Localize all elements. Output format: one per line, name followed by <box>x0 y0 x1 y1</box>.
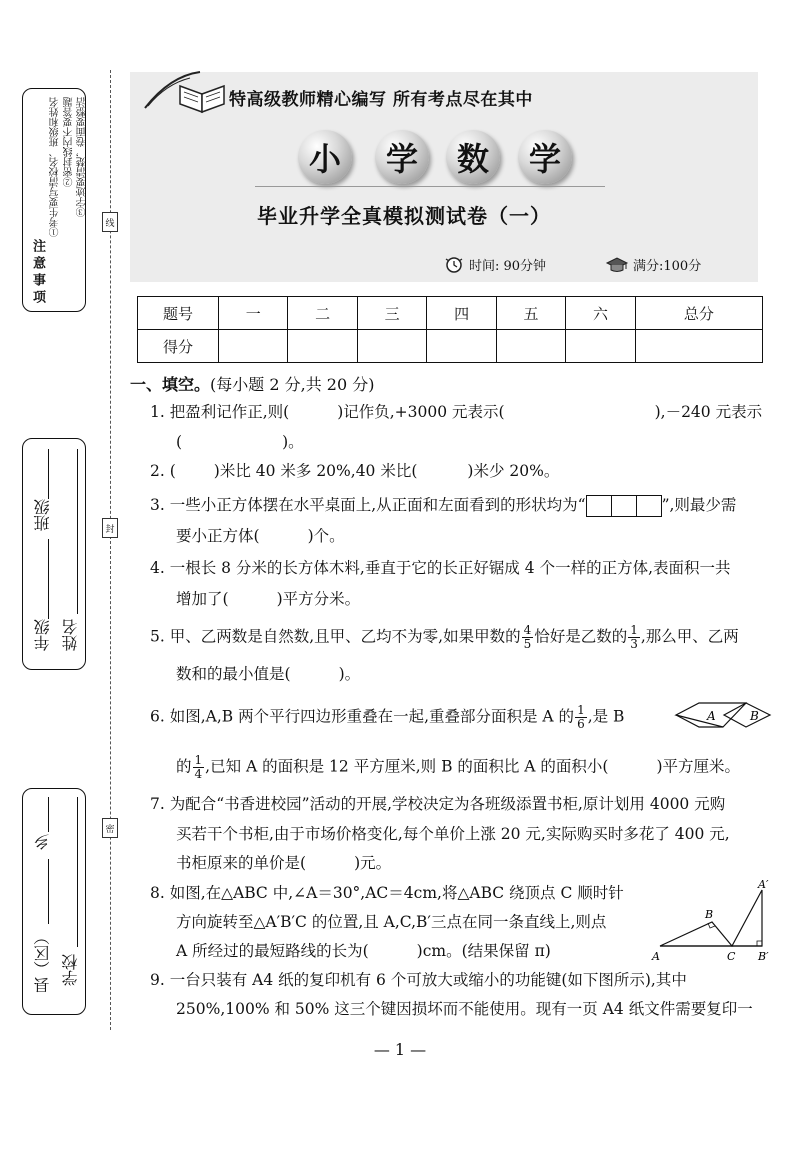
question-6-cont <box>176 754 740 781</box>
figure-label-b: B <box>705 908 714 921</box>
score-info <box>605 255 701 274</box>
q-text: 恰好是乙数的 <box>534 627 628 646</box>
question-1-cont <box>176 432 304 452</box>
page-number: — 1 — <box>373 1040 427 1059</box>
section-heading: 一、填空。 <box>130 375 211 394</box>
table-cell: 一 <box>219 297 288 330</box>
q-text: 6. 如图,A,B 两个平行四边形重叠在一起,重叠部分面积是 A 的 <box>150 707 575 726</box>
q-text: )米比 40 米多 20%,40 米比( <box>213 462 418 480</box>
question-8-cont2 <box>176 941 551 961</box>
question-7 <box>150 794 725 814</box>
score-table <box>137 296 763 363</box>
score-entry[interactable] <box>566 330 635 363</box>
graduation-cap-icon <box>605 256 629 274</box>
q-text: 4. 一根长 8 分米的长方体木料,垂直于它的长正好锯成 4 个一样的正方体,表面积一共 <box>150 559 731 577</box>
question-1 <box>150 402 762 422</box>
school-info-box <box>22 788 86 1015</box>
question-8 <box>150 883 624 903</box>
header-divider <box>255 186 605 187</box>
exam-subtitle: 毕业升学全真模拟测试卷（一） <box>257 204 551 228</box>
q-text: 250%,100% 和 50% 这三个键因损坏而不能使用。现有一页 A4 纸文件需要复印一 <box>176 1000 753 1018</box>
q-text: ”,则最少需 <box>661 496 737 514</box>
name-label: 姓名 <box>61 619 80 651</box>
figure-label-a: A <box>707 709 716 723</box>
triangle-rotation-figure <box>650 876 785 966</box>
fraction: $\frac{4}{5}$ <box>523 623 532 651</box>
score-entry[interactable] <box>427 330 496 363</box>
time-text: 时间: 90分钟 <box>469 259 547 274</box>
title-char: 学 <box>518 130 572 184</box>
q-text: 5. 甲、乙两数是自然数,且甲、乙均不为零,如果甲数的 <box>150 627 521 646</box>
notice-item: ①考生要写清校名、班级和姓名 <box>50 97 61 237</box>
fraction: $\frac{1}{4}$ <box>194 753 203 781</box>
question-8-cont <box>176 912 606 932</box>
table-cell: 得分 <box>138 330 219 363</box>
q-text: 3. 一些小正方体摆在水平桌面上,从正面和左面看到的形状均为“ <box>150 496 586 514</box>
q-text: 2. ( <box>150 462 176 480</box>
figure-label-b-prime: B′ <box>758 950 769 963</box>
q-text: 数和的最小值是( <box>176 665 291 683</box>
q-text: )平方厘米。 <box>656 757 741 776</box>
grade-line <box>48 539 49 619</box>
q-text: )。 <box>282 433 304 451</box>
q-text: 增加了( <box>176 590 229 608</box>
time-info <box>443 255 546 274</box>
score-entry[interactable] <box>288 330 357 363</box>
figure-label-a: A <box>652 950 660 963</box>
figure-label-c: C <box>727 950 736 963</box>
question-4 <box>150 558 731 578</box>
fraction: $\frac{1}{6}$ <box>577 703 585 731</box>
county-label: 县（区） <box>33 929 52 993</box>
q-text: 9. 一台只装有 A4 纸的复印机有 6 个可放大或缩小的功能键(如下图所示),其中 <box>150 971 687 989</box>
book-quill-icon <box>140 68 230 116</box>
notice-item: ③字迹要清楚，卷面要整洁 <box>77 97 88 217</box>
class-label: 班级 <box>33 499 52 531</box>
student-info-box <box>22 438 86 670</box>
slogan: 特高级教师精心编写 所有考点尽在其中 <box>229 90 533 110</box>
question-3 <box>150 495 736 517</box>
q-text: )个。 <box>307 527 345 545</box>
q-text: 7. 为配合“书香进校园”活动的开展,学校决定为各班级添置书柜,原计划用 4000 元购 <box>150 795 726 813</box>
q-text: )记作负,+3000 元表示( <box>337 403 505 421</box>
figure-label-a-prime: A′ <box>758 878 769 891</box>
class-line <box>48 449 49 499</box>
county-line <box>48 859 49 924</box>
seal-mark-line: 线 <box>102 212 118 232</box>
q-text: )元。 <box>354 854 392 872</box>
question-5 <box>150 624 739 651</box>
table-cell: 五 <box>496 297 565 330</box>
q-text: ,那么甲、乙两 <box>640 627 739 646</box>
title-char: 数 <box>446 130 500 184</box>
score-entry[interactable] <box>219 330 288 363</box>
score-text: 满分:100分 <box>633 259 702 274</box>
parallelograms-figure <box>674 700 774 730</box>
q-text: ),－240 元表示 <box>654 403 763 421</box>
name-line <box>77 449 78 614</box>
q-text: ( <box>176 433 183 451</box>
score-table-header-row <box>138 297 763 330</box>
section-note: (每小题 2 分,共 20 分) <box>210 375 375 394</box>
school-label: 学校 <box>61 954 80 986</box>
q-text: A 所经过的最短路线的长为( <box>176 942 369 960</box>
q-text: )米少 20%。 <box>467 462 560 480</box>
question-2 <box>150 461 559 481</box>
q-text: 8. 如图,在△ABC 中,∠A＝30°,AC＝4cm,将△ABC 绕顶点 C 顺时针 <box>150 884 624 902</box>
grade-label: 年级 <box>33 619 52 651</box>
question-9-cont <box>176 999 753 1019</box>
three-squares-figure <box>586 495 662 517</box>
q-text: )平方分米。 <box>276 590 361 608</box>
question-5-cont <box>176 664 360 684</box>
q-text: ,已知 A 的面积是 12 平方厘米,则 B 的面积比 A 的面积小( <box>205 757 609 776</box>
notice-title: 注意事项 <box>30 239 45 307</box>
question-6 <box>150 704 624 731</box>
seal-mark-secret: 密 <box>102 818 118 838</box>
question-9 <box>150 970 687 990</box>
q-text: 的 <box>176 757 192 776</box>
table-cell: 三 <box>357 297 426 330</box>
table-cell: 题号 <box>138 297 219 330</box>
table-cell: 六 <box>566 297 635 330</box>
table-cell: 总分 <box>635 297 762 330</box>
table-cell: 四 <box>427 297 496 330</box>
fraction: $\frac{1}{3}$ <box>630 623 638 651</box>
notice-item: ②密封线内不要答题 <box>64 97 75 187</box>
seal-mark-seal: 封 <box>102 518 118 538</box>
question-3-cont <box>176 526 345 546</box>
q-text: 方向旋转至△A′B′C 的位置,且 A,C,B′三点在同一条直线上,则点 <box>176 913 607 931</box>
title-char: 小 <box>298 130 352 184</box>
title-char: 学 <box>375 130 429 184</box>
q-text: )cm。(结果保留 π) <box>416 942 551 960</box>
q-text: 要小正方体( <box>176 527 260 545</box>
notice-box <box>22 88 86 312</box>
score-entry[interactable] <box>635 330 762 363</box>
score-table-score-row <box>138 330 763 363</box>
question-7-cont2 <box>176 853 391 873</box>
question-4-cont <box>176 589 360 609</box>
figure-label-b: B <box>750 709 759 723</box>
township-label: 乡 <box>33 834 52 850</box>
q-text: )。 <box>338 665 361 683</box>
score-entry[interactable] <box>496 330 565 363</box>
table-cell: 二 <box>288 297 357 330</box>
clock-icon <box>443 256 465 274</box>
section-title <box>130 372 374 395</box>
q-text: 买若干个书柜,由于市场价格变化,每个单价上涨 20 元,实际购买时多花了 400 元, <box>176 825 730 843</box>
school-line <box>77 797 78 947</box>
township-line <box>48 797 49 832</box>
q-text: 1. 把盈利记作正,则( <box>150 403 290 421</box>
question-7-cont <box>176 824 730 844</box>
q-text: 书柜原来的单价是( <box>176 854 307 872</box>
score-entry[interactable] <box>357 330 426 363</box>
q-text: ,是 B <box>587 707 625 726</box>
